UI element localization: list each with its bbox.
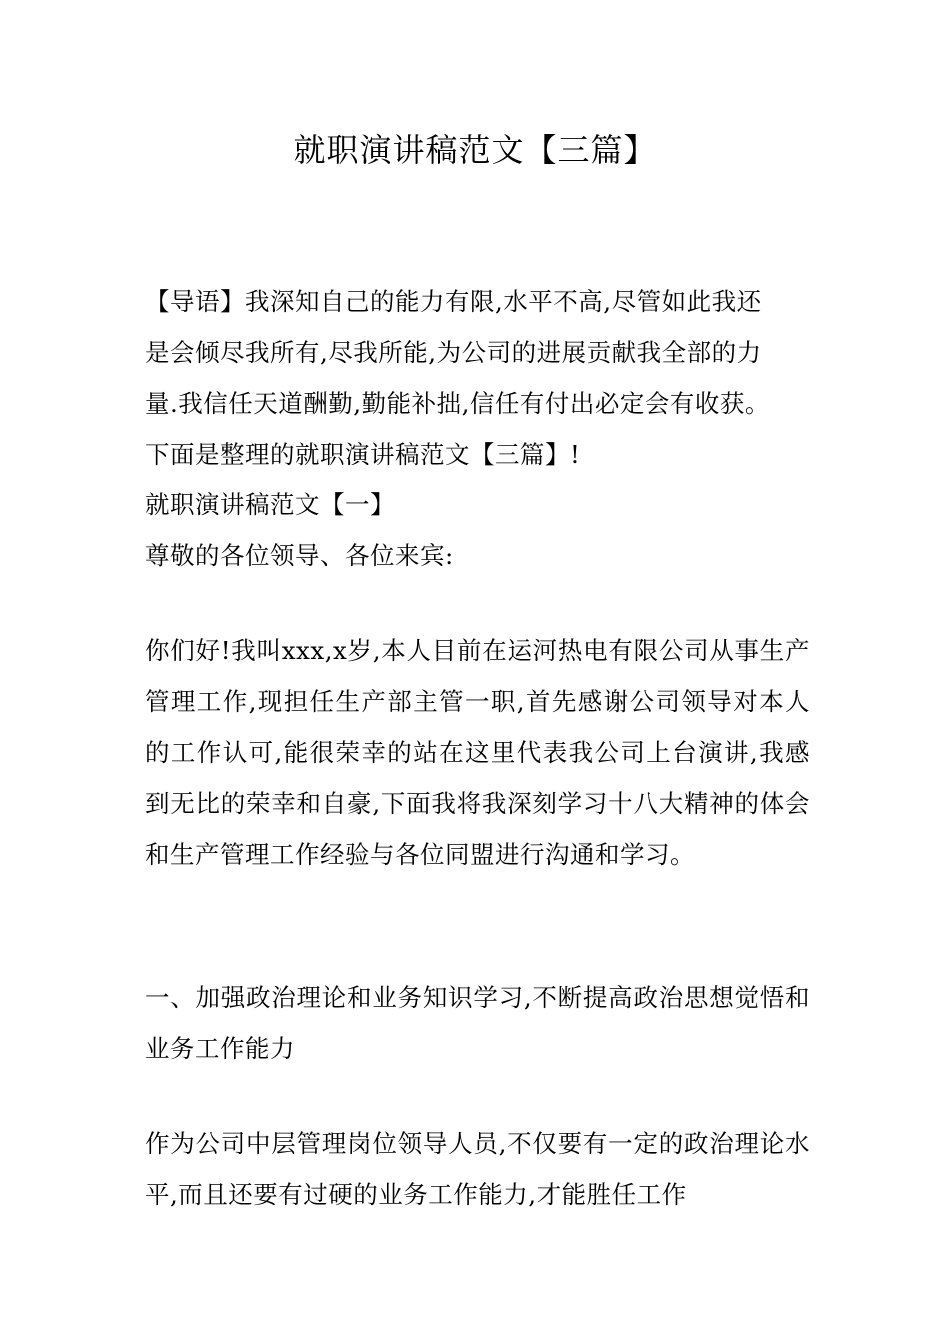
- document-title: 就职演讲稿范文【三篇】: [293, 131, 657, 169]
- intro-line-4: 下面是整理的就职演讲稿范文【三篇】!: [145, 440, 581, 469]
- greeting-line: 尊敬的各位领导、各位来宾:: [145, 541, 454, 570]
- intro-line-1: 【导语】我深知自己的能力有限,水平不高,尽管如此我还: [145, 287, 762, 316]
- intro-paragraph: [145, 276, 810, 480]
- self-intro-paragraph: 你们好!我叫xxx,x岁,本人目前在运河热电有限公司从事生产管理工作,现担任生产部主管一职,首先感谢公司领导对本人的工作认可,能很荣幸的站在这里代表我公司上台演讲,我感到无比的荣幸和自豪,下面我将我深刻学习十八大精神的体会和生产管理工作经验与各位同盟进行沟通和学习。: [145, 636, 810, 869]
- section-heading-1: 一、加强政治理论和业务知识学习,不断提高政治思想觉悟和业务工作能力: [145, 983, 810, 1063]
- section-body-1: 作为公司中层管理岗位领导人员,不仅要有一定的政治理论水平,而且还要有过硬的业务工作能力,才能胜任工作: [145, 1129, 810, 1209]
- intro-line-2: 是会倾尽我所有,尽我所能,为公司的进展贡献我全部的力: [145, 338, 762, 367]
- intro-line-3: 量.我信任天道酬勤,勤能补拙,信任有付出必定会有收获。: [145, 389, 770, 418]
- section-subtitle: 就职演讲稿范文【一】: [145, 490, 395, 519]
